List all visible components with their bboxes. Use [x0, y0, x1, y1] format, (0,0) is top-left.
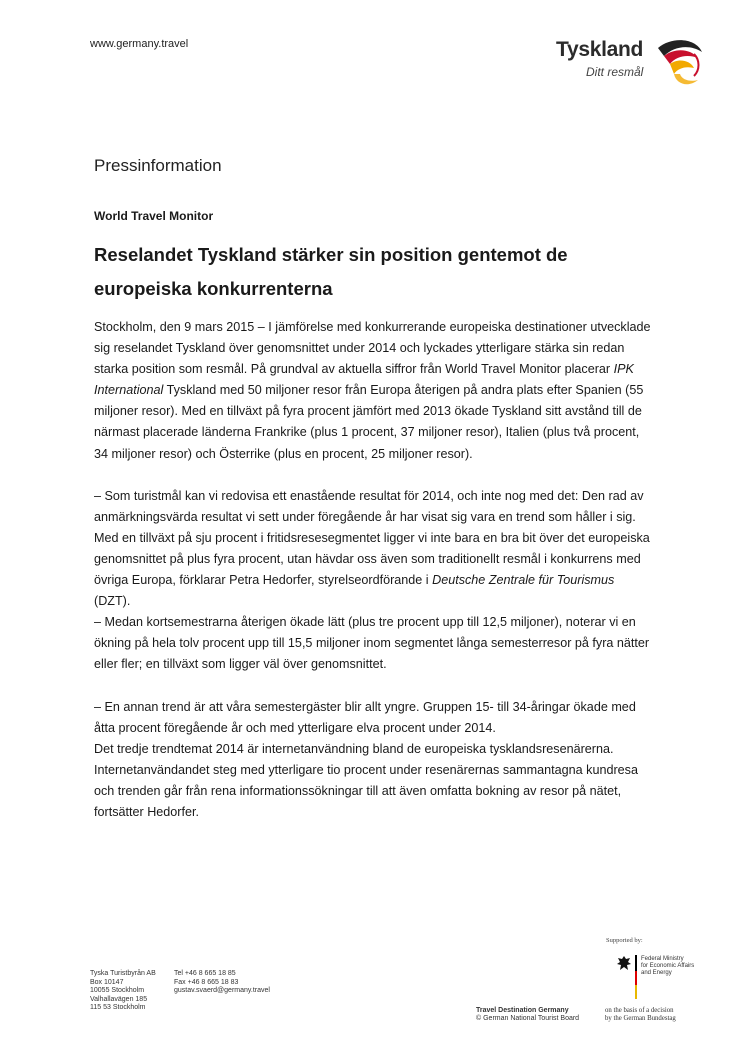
- paragraph-4: – En annan trend är att våra semestergäster blir allt yngre. Gruppen 15- till 34-åringar ökade med åtta procent föregående år och med ytterligare elva procent under 2014.: [94, 699, 636, 735]
- address-line: Valhallavägen 185: [90, 995, 148, 1003]
- article-body: [94, 317, 654, 823]
- ministry-line: for Economic Affairs: [641, 963, 695, 969]
- email-link[interactable]: gustav.svaerd@germany.travel: [174, 987, 270, 995]
- ministry-line: Federal Ministry: [641, 956, 684, 962]
- headline-line-2: europeiska konkurrenterna: [94, 278, 333, 299]
- paragraph-2-text-a: – Som turistmål kan vi redovisa ett enastående resultat för 2014, och inte nog med det: Den rad av anmärkningsvärda resultat vi sett under föregående år har visat sig vara en trend som håller i sig. Med en tillväxt på sju procent i fritidsresesegmentet ligger vi inte bara en bra bit över det europeiska genomsnittet på plus fyra procent, utan hävdar oss även som traditionellt resmål i konkurrens med övriga Europa, förklarar Petra Hedorfer, styrelseordförande i: [94, 488, 650, 588]
- bird-emblem-icon: [650, 34, 706, 90]
- paragraph-2-text-b: (DZT).: [94, 594, 131, 609]
- address-line: 115 53 Stockholm: [90, 1004, 146, 1012]
- logo-subtitle: Ditt resmål: [586, 65, 644, 79]
- federal-eagle-icon: [616, 955, 632, 973]
- supported-by-label: Supported by:: [606, 937, 643, 944]
- tyskland-logo: [554, 34, 704, 94]
- basis-line: by the German Bundestag: [605, 1015, 676, 1022]
- headline-line-1: Reselandet Tyskland stärker sin position gentemot de: [94, 244, 568, 265]
- tdg-subtitle: © German National Tourist Board: [476, 1015, 580, 1022]
- paragraph-5: Det tredje trendtemat 2014 är internetanvändning bland de europeiska tysklandsresenärerna. Internetanvändandet steg med ytterligare tio procent under resenärernas sammantagna kundresa och trenden går från rena informationssökningar till att även omfatta bokning av resor på nätet, fortsätter Hedorfer.: [94, 741, 638, 819]
- footer-contact: [174, 970, 270, 996]
- website-link[interactable]: www.germany.travel: [90, 38, 189, 50]
- paragraph-3: – Medan kortsemestrarna återigen ökade lätt (plus tre procent upp till 12,5 miljoner), noterar vi en ökning på hela tolv procent upp till 15,5 miljoner inom segmentet långa semesterresor på fyra nätter eller fler; en tillväxt som ligger väl över genomsnittet.: [94, 615, 650, 672]
- paragraph-1: [94, 317, 654, 465]
- ministry-line: and Energy: [641, 970, 672, 976]
- address-line: Tyska Turistbyrån AB: [90, 970, 156, 977]
- paragraph-2: [94, 486, 654, 613]
- ministry-logo: [616, 955, 696, 1001]
- fax-line: Fax +46 8 665 18 83: [174, 978, 239, 986]
- address-line: Box 10147: [90, 978, 124, 986]
- travel-destination-germany: [476, 1007, 579, 1023]
- paragraph-1-text-b: Tyskland med 50 miljoner resor från Europa återigen på andra plats efter Spanien (55 miljoner resor). Med en tillväxt på fyra procent jämfört med 2013 ökade Tyskland sitt avstånd till de närmast placerade länderna Frankrike (plus 1 procent, 37 miljoner resor), Italien (plus två procent, 34 miljoner resor) och Österrike (plus en procent, 25 miljoner resor).: [94, 383, 644, 461]
- section-title: Pressinformation: [94, 156, 222, 175]
- footer-address: [90, 970, 156, 1013]
- paragraph-1-text-a: Stockholm, den 9 mars 2015 – I jämförelse med konkurrerande europeiska destinationer utvecklade sig reselandet Tyskland över genomsnittet under 2014 och lyckades ytterligare stärka sin redan starka position som resmål. På grundval av aktuella siffror från World Travel Monitor placerar: [94, 320, 651, 377]
- ministry-name: [641, 956, 694, 977]
- basis-line: on the basis of a decision: [605, 1007, 674, 1014]
- address-line: 10055 Stockholm: [90, 987, 145, 995]
- dzt-emphasis: Deutsche Zentrale für Tourismus: [432, 573, 615, 588]
- kicker: World Travel Monitor: [94, 209, 214, 223]
- tdg-title: Travel Destination Germany: [476, 1007, 569, 1014]
- logo-title: Tyskland: [556, 38, 644, 61]
- ipk-international-emphasis: IPK International: [94, 362, 634, 398]
- headline: [94, 238, 654, 306]
- bundestag-basis: [605, 1007, 676, 1023]
- phone-line: Tel +46 8 665 18 85: [174, 970, 236, 977]
